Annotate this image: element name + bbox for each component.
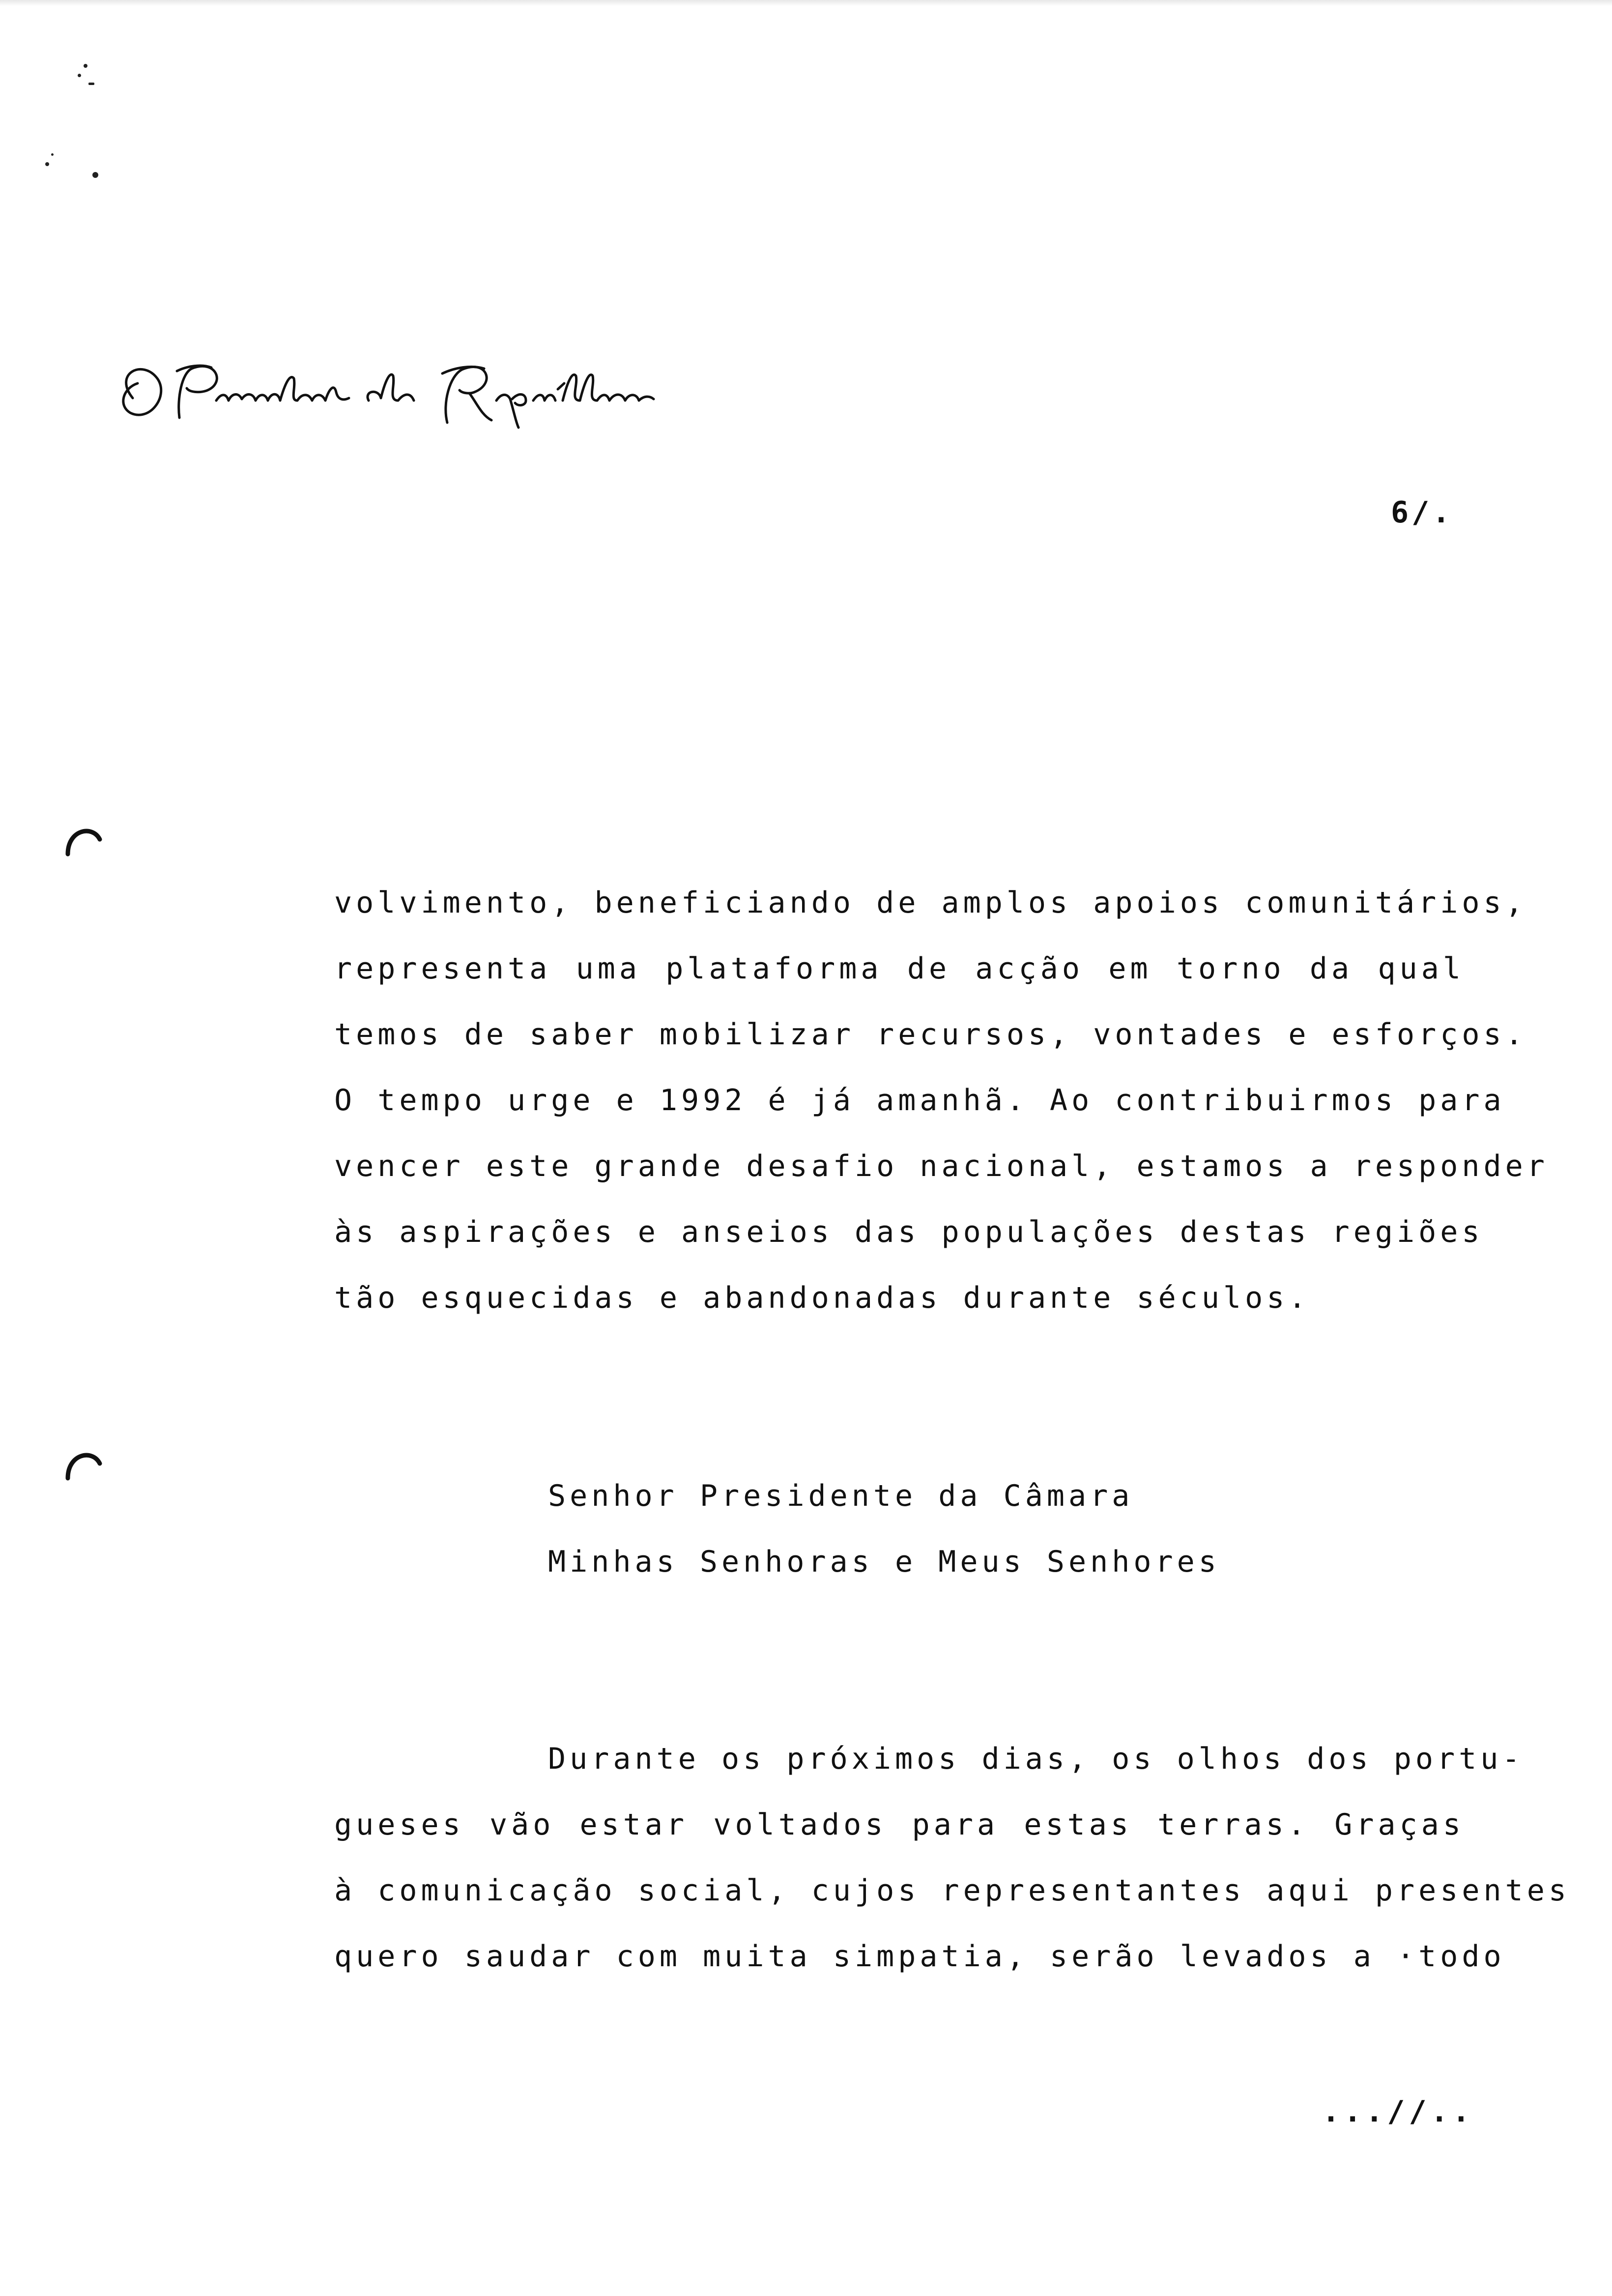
paragraph-1: [334, 870, 1549, 1331]
paragraph-2: [334, 1726, 1571, 1989]
letterhead-signature: [103, 354, 693, 442]
scan-speck: [78, 74, 81, 77]
scan-edge: [0, 0, 1612, 6]
paragraph-line: quero saudar com muita simpatia, serão levados a ·todo: [334, 1939, 1505, 1974]
scan-speck: [88, 83, 94, 85]
paragraph-line: Durante os próximos dias, os olhos dos portu-: [548, 1742, 1524, 1776]
continuation-mark: ...//..: [1322, 2095, 1474, 2129]
salutation-line: Minhas Senhoras e Meus Senhores: [548, 1545, 1220, 1579]
paragraph-line: às aspirações e anseios das populações destas regiões: [334, 1215, 1484, 1249]
page-number: 6/.: [1391, 495, 1453, 530]
paragraph-line: gueses vão estar voltados para estas terras. Graças: [334, 1808, 1465, 1842]
paragraph-line: à comunicação social, cujos representantes aqui presentes: [334, 1873, 1571, 1908]
scan-speck: [45, 162, 49, 166]
punch-mark-icon: [63, 820, 102, 859]
paragraph-line: volvimento, beneficiando de amplos apoios comunitários,: [334, 886, 1527, 920]
scan-speck: [84, 64, 87, 68]
salutation-line: Senhor Presidente da Câmara: [548, 1479, 1134, 1513]
salutation: [548, 1463, 1285, 1595]
scan-speck: [51, 153, 54, 156]
paragraph-line: O tempo urge e 1992 é já amanhã. Ao contribuirmos para: [334, 1083, 1505, 1118]
paragraph-line: tão esquecidas e abandonadas durante séculos.: [334, 1281, 1310, 1315]
paragraph-line: representa uma plataforma de acção em torno da qual: [334, 951, 1465, 986]
scan-speck: [92, 172, 98, 178]
paragraph-line: temos de saber mobilizar recursos, vontades e esforços.: [334, 1017, 1527, 1052]
paragraph-line: vencer este grande desafio nacional, estamos a responder: [334, 1149, 1549, 1183]
punch-mark-icon: [63, 1444, 102, 1483]
